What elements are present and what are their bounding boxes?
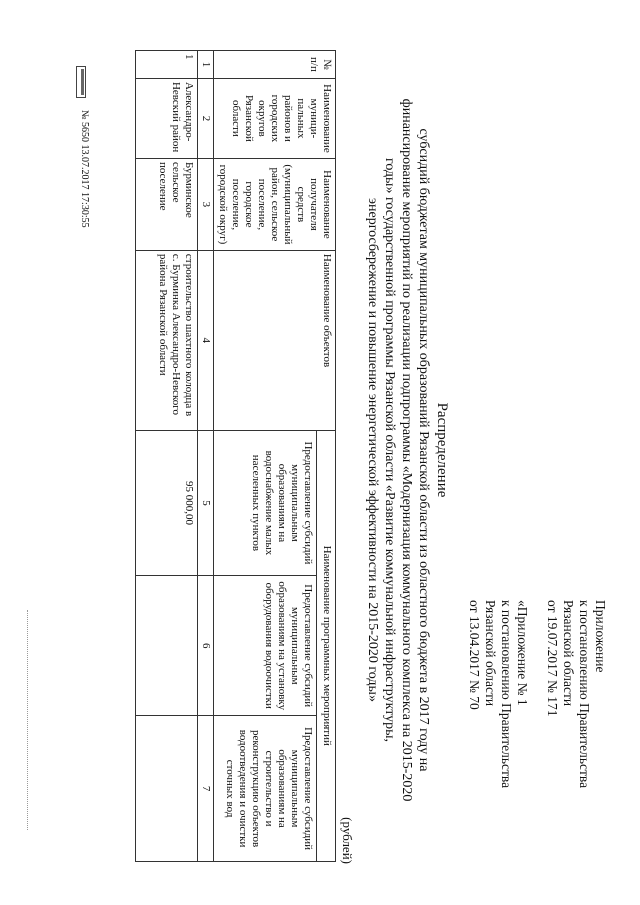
cell-measure-1: 95 000,00 — [136, 430, 198, 576]
appendix-line: «Приложение № 1 — [515, 600, 530, 706]
barcode-stamp — [76, 66, 86, 98]
cell-recipient: Бурминское сельское поселение — [136, 158, 198, 250]
header-num: № п/п — [214, 51, 336, 79]
header-measure-3: Предоставление субсидий муниципальным образованиям на строительство и реконструкцию объектов водоотведения и очистки сточных вод — [214, 716, 317, 862]
column-number: 1 — [198, 51, 214, 79]
table-header-row — [316, 51, 335, 862]
column-number: 5 — [198, 430, 214, 576]
appendix-line: Приложение — [593, 600, 608, 673]
document-page — [10, 10, 620, 890]
appendix-line: от 19.07.2017 № 171 — [545, 600, 560, 717]
document-title — [364, 30, 450, 870]
title-line: финансирование мероприятий по реализации подпрограммы «Модернизация коммунального комплекса на 2015-2020 — [399, 98, 414, 802]
header-objects: Наименование объектов — [214, 250, 336, 430]
column-number: 7 — [198, 716, 214, 862]
title-line: энергосбережение и повышение энергетической эффективности на 2015-2020 годы» — [365, 198, 380, 702]
appendix-line: Рязанской области — [561, 600, 576, 707]
cell-object: строительство шахтного колодца в с. Бурминка Александро-Невского района Рязанской области — [136, 250, 198, 430]
appendix-block — [466, 600, 608, 880]
column-number: 3 — [198, 158, 214, 250]
appendix-line: к постановлению Правительства — [499, 600, 514, 789]
appendix-line: от 13.04.2017 № 70 — [467, 600, 482, 710]
column-number: 6 — [198, 576, 214, 716]
appendix-line: Рязанской области — [483, 600, 498, 707]
title-line: субсидий бюджетам муниципальных образований Рязанской области из областного бюджета в 2017 году на — [416, 128, 431, 772]
title-line: годы» государственной программы Рязанской области «Развитие коммунальной инфраструктуры, — [382, 157, 397, 743]
header-recipient: Наименование получателя средств (муниципальный район, сельское поселение, городское поселение, городской округ) — [214, 158, 336, 250]
cell-district: Александро-Невский район — [136, 78, 198, 158]
unit-label: (рублей) — [340, 817, 355, 864]
column-number: 4 — [198, 250, 214, 430]
appendix-line: к постановлению Правительства — [577, 600, 592, 789]
cell-measure-2 — [136, 576, 198, 716]
header-measures: Наименование программных мероприятий — [316, 430, 335, 861]
table-row — [136, 51, 198, 862]
cell-num: 1 — [136, 51, 198, 79]
header-district: Наименование муници-пальных районов и городских округов Рязанской области — [214, 78, 336, 158]
header-measure-2: Предоставление субсидий муниципальным образованиям на установку оборудования водоочистки — [214, 576, 317, 716]
scan-marks — [24, 610, 28, 830]
distribution-table — [135, 50, 336, 862]
cell-measure-3 — [136, 716, 198, 862]
registration-footer: № 5650 13.07.2017 17:30:55 — [79, 110, 90, 228]
column-numbers-row — [198, 51, 214, 862]
title-heading: Распределение — [434, 402, 450, 498]
column-number: 2 — [198, 78, 214, 158]
header-measure-1: Предоставление субсидий муниципальным образованиям на водоснабжение малых населенных пунктов — [214, 430, 317, 576]
